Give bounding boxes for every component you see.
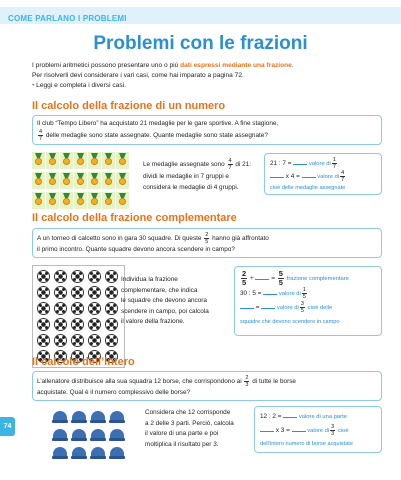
medal-icon xyxy=(32,192,45,209)
medal-icon xyxy=(102,172,115,189)
soccer-ball-icon xyxy=(71,334,84,347)
section1-explanation xyxy=(143,158,258,193)
soccer-ball-icon xyxy=(71,318,84,331)
section-tag: COME PARLANO I PROBLEMI xyxy=(8,14,127,23)
fraction-4-7: $\frac{4}{7}$ xyxy=(341,170,345,184)
soccer-ball-icon xyxy=(54,302,67,315)
section1-answer-note: cioè delle medaglie assegnate xyxy=(270,185,346,192)
section1-text3: considera le medaglie di 4 gruppi. xyxy=(143,184,239,191)
answer-blank[interactable] xyxy=(260,426,274,432)
section3-problem-line2: acquistate. Qual è il numero complessivo delle borse? xyxy=(37,389,191,396)
section3-problem-line1-post: di tutte le borse xyxy=(252,378,296,386)
section3-text4: moltiplica il risultato per 3. xyxy=(145,440,219,448)
medal-icon xyxy=(116,152,129,169)
soccer-ball-icon xyxy=(88,302,101,315)
section3-problem-fraction: $\frac{2}{3}$ xyxy=(245,375,249,388)
bag-icon xyxy=(109,445,125,460)
answer-blank[interactable] xyxy=(261,303,275,309)
soccer-ball-icon xyxy=(37,334,50,347)
section1-problem-fraction: $\frac{4}{7}$ xyxy=(39,129,43,142)
fraction-3-5: $\frac{3}{5}$ xyxy=(300,301,304,315)
answer-blank[interactable] xyxy=(283,412,297,418)
fraction-2-5: $\frac{2}{5}$ xyxy=(242,269,247,287)
soccer-ball-icon xyxy=(71,302,84,315)
section1-text1-post: di 21: xyxy=(235,161,251,169)
soccer-ball-grid xyxy=(32,265,125,368)
answer-blank[interactable] xyxy=(270,172,284,178)
bag-icon xyxy=(71,445,87,460)
soccer-ball-icon xyxy=(105,334,118,347)
section1-problem-line1: Il club “Tempo Libero” ha acquistato 21 medaglie per le gare sportive. A fine stagione, xyxy=(37,120,279,127)
soccer-ball-icon xyxy=(37,302,50,315)
medal-icon xyxy=(88,192,101,209)
answer-blank[interactable] xyxy=(263,289,277,295)
answer-blank[interactable] xyxy=(302,172,316,178)
top-strip xyxy=(0,0,401,7)
bag-icon xyxy=(52,409,68,424)
medal-icon xyxy=(88,172,101,189)
bullet-icon: • xyxy=(32,82,35,89)
section1-text1-pre: Le medaglie assegnate sono xyxy=(143,161,225,169)
medal-icon xyxy=(88,152,101,169)
medal-icon xyxy=(32,152,45,169)
section2-text3: le squadre che devono ancora xyxy=(121,297,207,304)
page-number: 74 xyxy=(0,417,15,436)
section2-problem-fraction: $\frac{2}{5}$ xyxy=(205,232,209,245)
medal-icon xyxy=(116,192,129,209)
section2-problem-line1-pre: A un torneo di calcetto sono in gara 30 squadre. Di queste xyxy=(37,235,202,243)
answer-blank[interactable] xyxy=(293,159,307,165)
section3-answer-box: 12 : 2 = valore di una parte x 3 = valore di $\frac{3}{3}$ cioè dell’intero numero di borse acquistate xyxy=(254,406,382,453)
medal-icon xyxy=(46,192,59,209)
bag-grid xyxy=(52,409,125,460)
soccer-ball-icon xyxy=(37,286,50,299)
soccer-ball-icon xyxy=(88,286,101,299)
section3-heading: Il calcolo dell’intero xyxy=(32,356,135,368)
section2-text1: Individua la frazione xyxy=(121,276,178,283)
soccer-ball-icon xyxy=(105,302,118,315)
section1-answer-box: 21 : 7 = valore di $\frac{1}{7}$ x 4 = valore di $\frac{4}{7}$ cioè delle medaglie assegnate xyxy=(264,153,382,195)
intro-highlight: dati espressi mediante una frazione xyxy=(180,62,292,69)
intro-text xyxy=(32,61,382,91)
section2-heading: Il calcolo della frazione complementare xyxy=(32,212,237,224)
soccer-ball-icon xyxy=(54,270,67,283)
answer-blank[interactable] xyxy=(240,303,254,309)
section3-text2: a 2 delle 3 parti. Perciò, calcola xyxy=(145,419,234,427)
bag-icon xyxy=(52,445,68,460)
bag-icon xyxy=(71,427,87,442)
medal-icon xyxy=(116,172,129,189)
soccer-ball-icon xyxy=(54,318,67,331)
medal-icon xyxy=(102,152,115,169)
section1-text2: dividi le medaglie in 7 gruppi e xyxy=(143,173,229,180)
section2-answer-note: squadre che devono scendere in campo xyxy=(240,319,340,326)
section2-text5: il valore della frazione. xyxy=(121,318,185,325)
medal-icon xyxy=(74,172,87,189)
medal-icon xyxy=(46,172,59,189)
soccer-ball-icon xyxy=(37,318,50,331)
answer-blank[interactable] xyxy=(255,274,269,280)
section2-text4: scendere in campo, poi calcola xyxy=(121,307,209,315)
fraction-5-5: $\frac{5}{5}$ xyxy=(278,269,283,287)
bag-icon xyxy=(109,427,125,442)
soccer-ball-icon xyxy=(88,270,101,283)
section3-problem-line1-pre: L’allenatore distribuisce alla sua squadra 12 borse, che corrispondono ai xyxy=(37,378,242,386)
answer-blank[interactable] xyxy=(292,426,306,432)
medal-icon xyxy=(60,172,73,189)
soccer-ball-icon xyxy=(105,270,118,283)
section3-problem-box xyxy=(32,371,382,401)
medal-icon xyxy=(46,152,59,169)
medal-icon xyxy=(74,192,87,209)
fraction-1-5: $\frac{1}{5}$ xyxy=(302,287,306,300)
section1-heading: Il calcolo della frazione di un numero xyxy=(32,100,226,112)
soccer-ball-icon xyxy=(105,286,118,299)
soccer-ball-icon xyxy=(54,334,67,347)
bag-icon xyxy=(71,409,87,424)
medal-icon xyxy=(60,152,73,169)
intro-line1-post: . xyxy=(291,62,294,69)
section2-answer-box: $\frac{2}{5}$ + = $\frac{5}{5}$ frazione complementare 30 : 5 = valore di $\frac{1}{5}$ = valore di $\frac{3}{5}$ cioè delle squadre che devono scendere in campo xyxy=(234,266,382,336)
section3-text1: Considera che 12 corrisponde xyxy=(145,409,231,416)
medal-icon xyxy=(60,192,73,209)
bag-icon xyxy=(52,427,68,442)
medal-icon xyxy=(74,152,87,169)
medal-grid xyxy=(32,152,129,209)
section3-explanation xyxy=(145,408,250,450)
section3-text3: il valore di una parte e poi xyxy=(145,430,219,437)
fraction-3-3: $\frac{3}{3}$ xyxy=(331,424,335,437)
intro-line1-pre: I problemi aritmetici possono presentare uno o più xyxy=(32,62,181,69)
soccer-ball-icon xyxy=(105,318,118,331)
medal-icon xyxy=(32,172,45,189)
fraction-1-7: $\frac{1}{7}$ xyxy=(332,157,336,170)
bag-icon xyxy=(90,445,106,460)
soccer-ball-icon xyxy=(71,286,84,299)
section3-answer-note: dell’intero numero di borse acquistate xyxy=(260,441,353,448)
section2-text2: complementare, che indica xyxy=(121,286,198,294)
soccer-ball-icon xyxy=(88,334,101,347)
section1-problem-box xyxy=(32,115,382,145)
section1-text-fraction: $\frac{4}{7}$ xyxy=(228,158,232,171)
page-title: Problemi con le frazioni xyxy=(93,33,308,54)
soccer-ball-icon xyxy=(88,318,101,331)
section1-problem-line2: delle medaglie sono state assegnate. Quante medaglie sono state assegnate? xyxy=(45,132,268,140)
medal-icon xyxy=(102,192,115,209)
soccer-ball-icon xyxy=(37,270,50,283)
bag-icon xyxy=(109,409,125,424)
intro-line3: Leggi e completa i diversi casi. xyxy=(36,82,126,89)
section2-problem-box xyxy=(32,228,382,258)
intro-line2: Per risolverli devi considerare i vari casi, come hai imparato a pagina 72. xyxy=(32,72,244,79)
section2-explanation xyxy=(121,275,231,328)
section2-problem-line2: il primo incontro. Quante squadre devono ancora scendere in campo? xyxy=(37,246,235,253)
section2-problem-line1-post: hanno già affrontato xyxy=(212,235,269,243)
soccer-ball-icon xyxy=(71,270,84,283)
soccer-ball-icon xyxy=(54,286,67,299)
bag-icon xyxy=(90,409,106,424)
bag-icon xyxy=(90,427,106,442)
